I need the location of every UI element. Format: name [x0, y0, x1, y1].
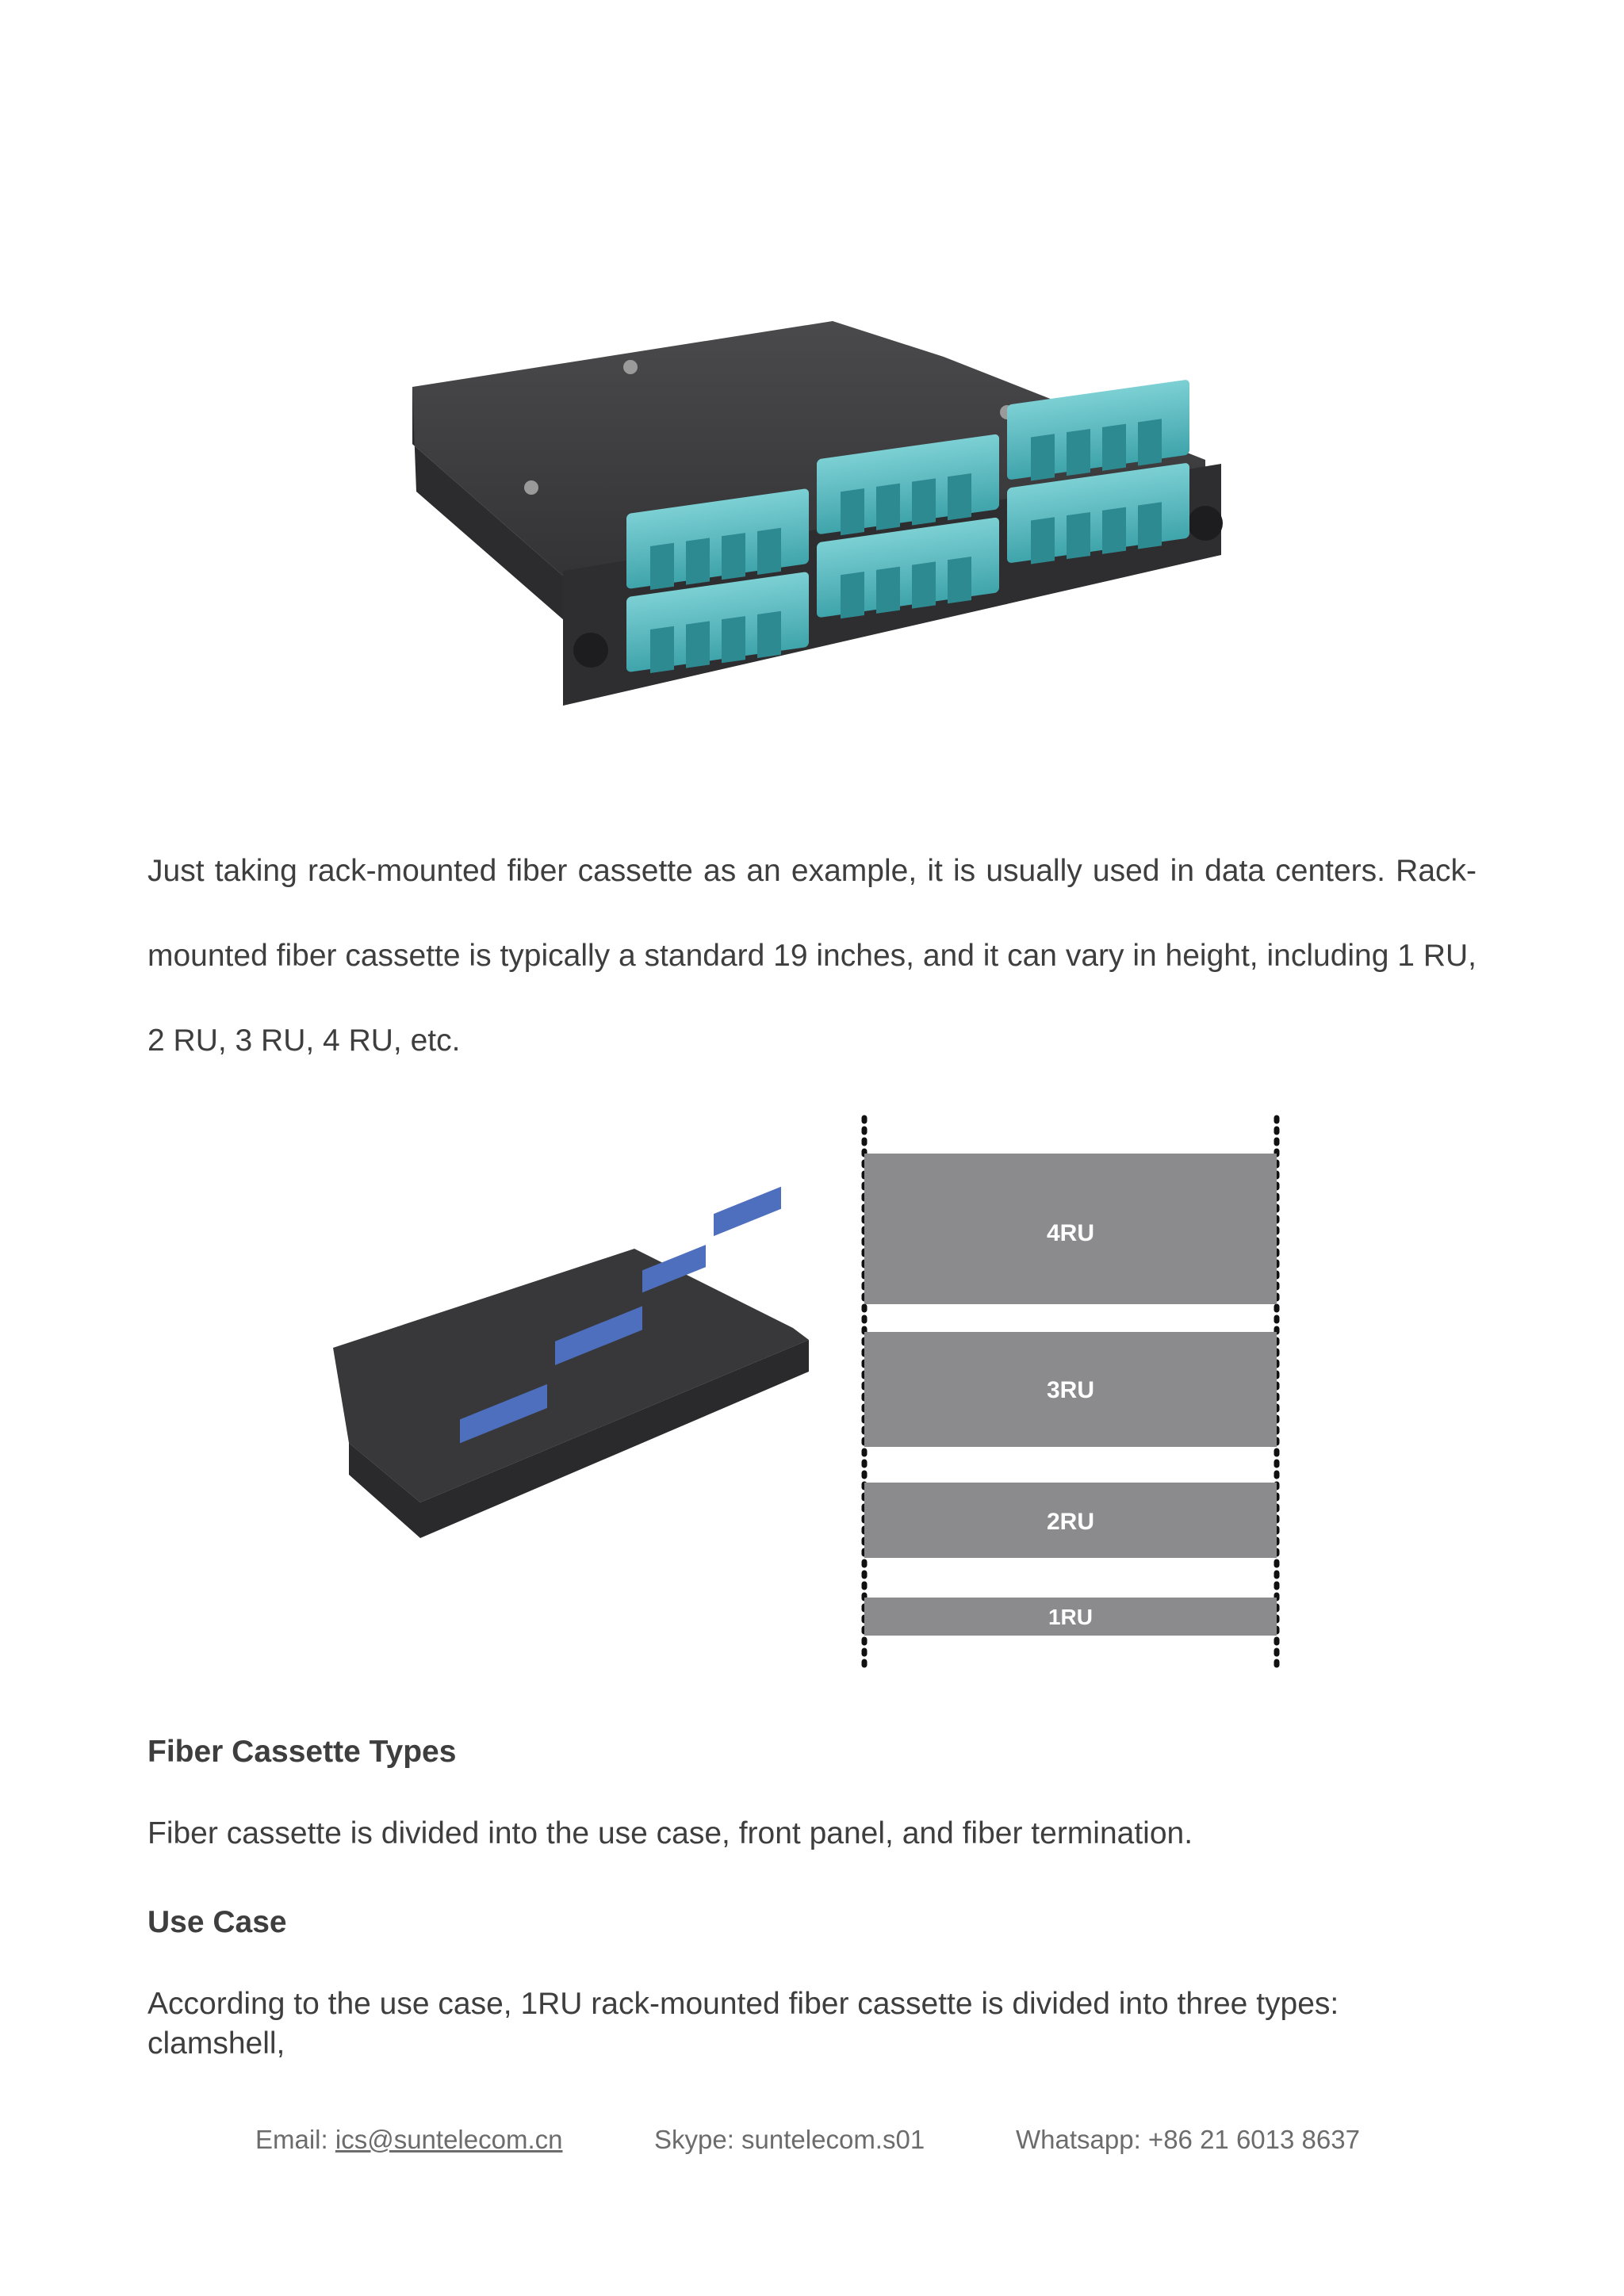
rack-unit-figure [333, 1110, 1332, 1712]
thumbscrew-icon [573, 633, 608, 668]
section-heading-use-case: Use Case [147, 1905, 287, 1939]
rack-height-diagram [333, 1110, 1332, 1712]
intro-paragraph: Just taking rack-mounted fiber cassette as an example, it is usually used in data centers. Rack-mounted fiber cassette is typically a standard 19 inches, and it can vary in height, including 1 RU, 2 RU, 3 RU, 4 RU, etc. [147, 854, 1477, 1058]
screw-icon [524, 480, 538, 495]
ru-label-3: 3RU [1046, 1377, 1095, 1403]
ru-label-2: 2RU [1046, 1509, 1095, 1535]
fiber-cassette-image [278, 182, 1340, 840]
footer-email-link[interactable]: ics@suntelecom.cn [335, 2125, 563, 2154]
rack-panel-photo-icon [333, 1187, 809, 1538]
footer-email [255, 2125, 562, 2155]
section-heading-types: Fiber Cassette Types [147, 1735, 457, 1769]
footer-whatsapp: Whatsapp: +86 21 6013 8637 [1016, 2125, 1360, 2154]
thumbscrew-icon [1188, 506, 1223, 541]
ru-label-1: 1RU [1048, 1605, 1094, 1629]
fiber-cassette-photo-icon [278, 182, 1340, 840]
footer-email-label: Email: [255, 2125, 335, 2154]
use-case-paragraph: According to the use case, 1RU rack-mounted fiber cassette is divided into three types: clamshell, [147, 1987, 1339, 2061]
types-paragraph: Fiber cassette is divided into the use case, front panel, and fiber termination. [147, 1816, 1193, 1850]
ru-label-4: 4RU [1046, 1220, 1095, 1246]
screw-icon [623, 360, 638, 374]
footer-skype: Skype: suntelecom.s01 [654, 2125, 925, 2154]
